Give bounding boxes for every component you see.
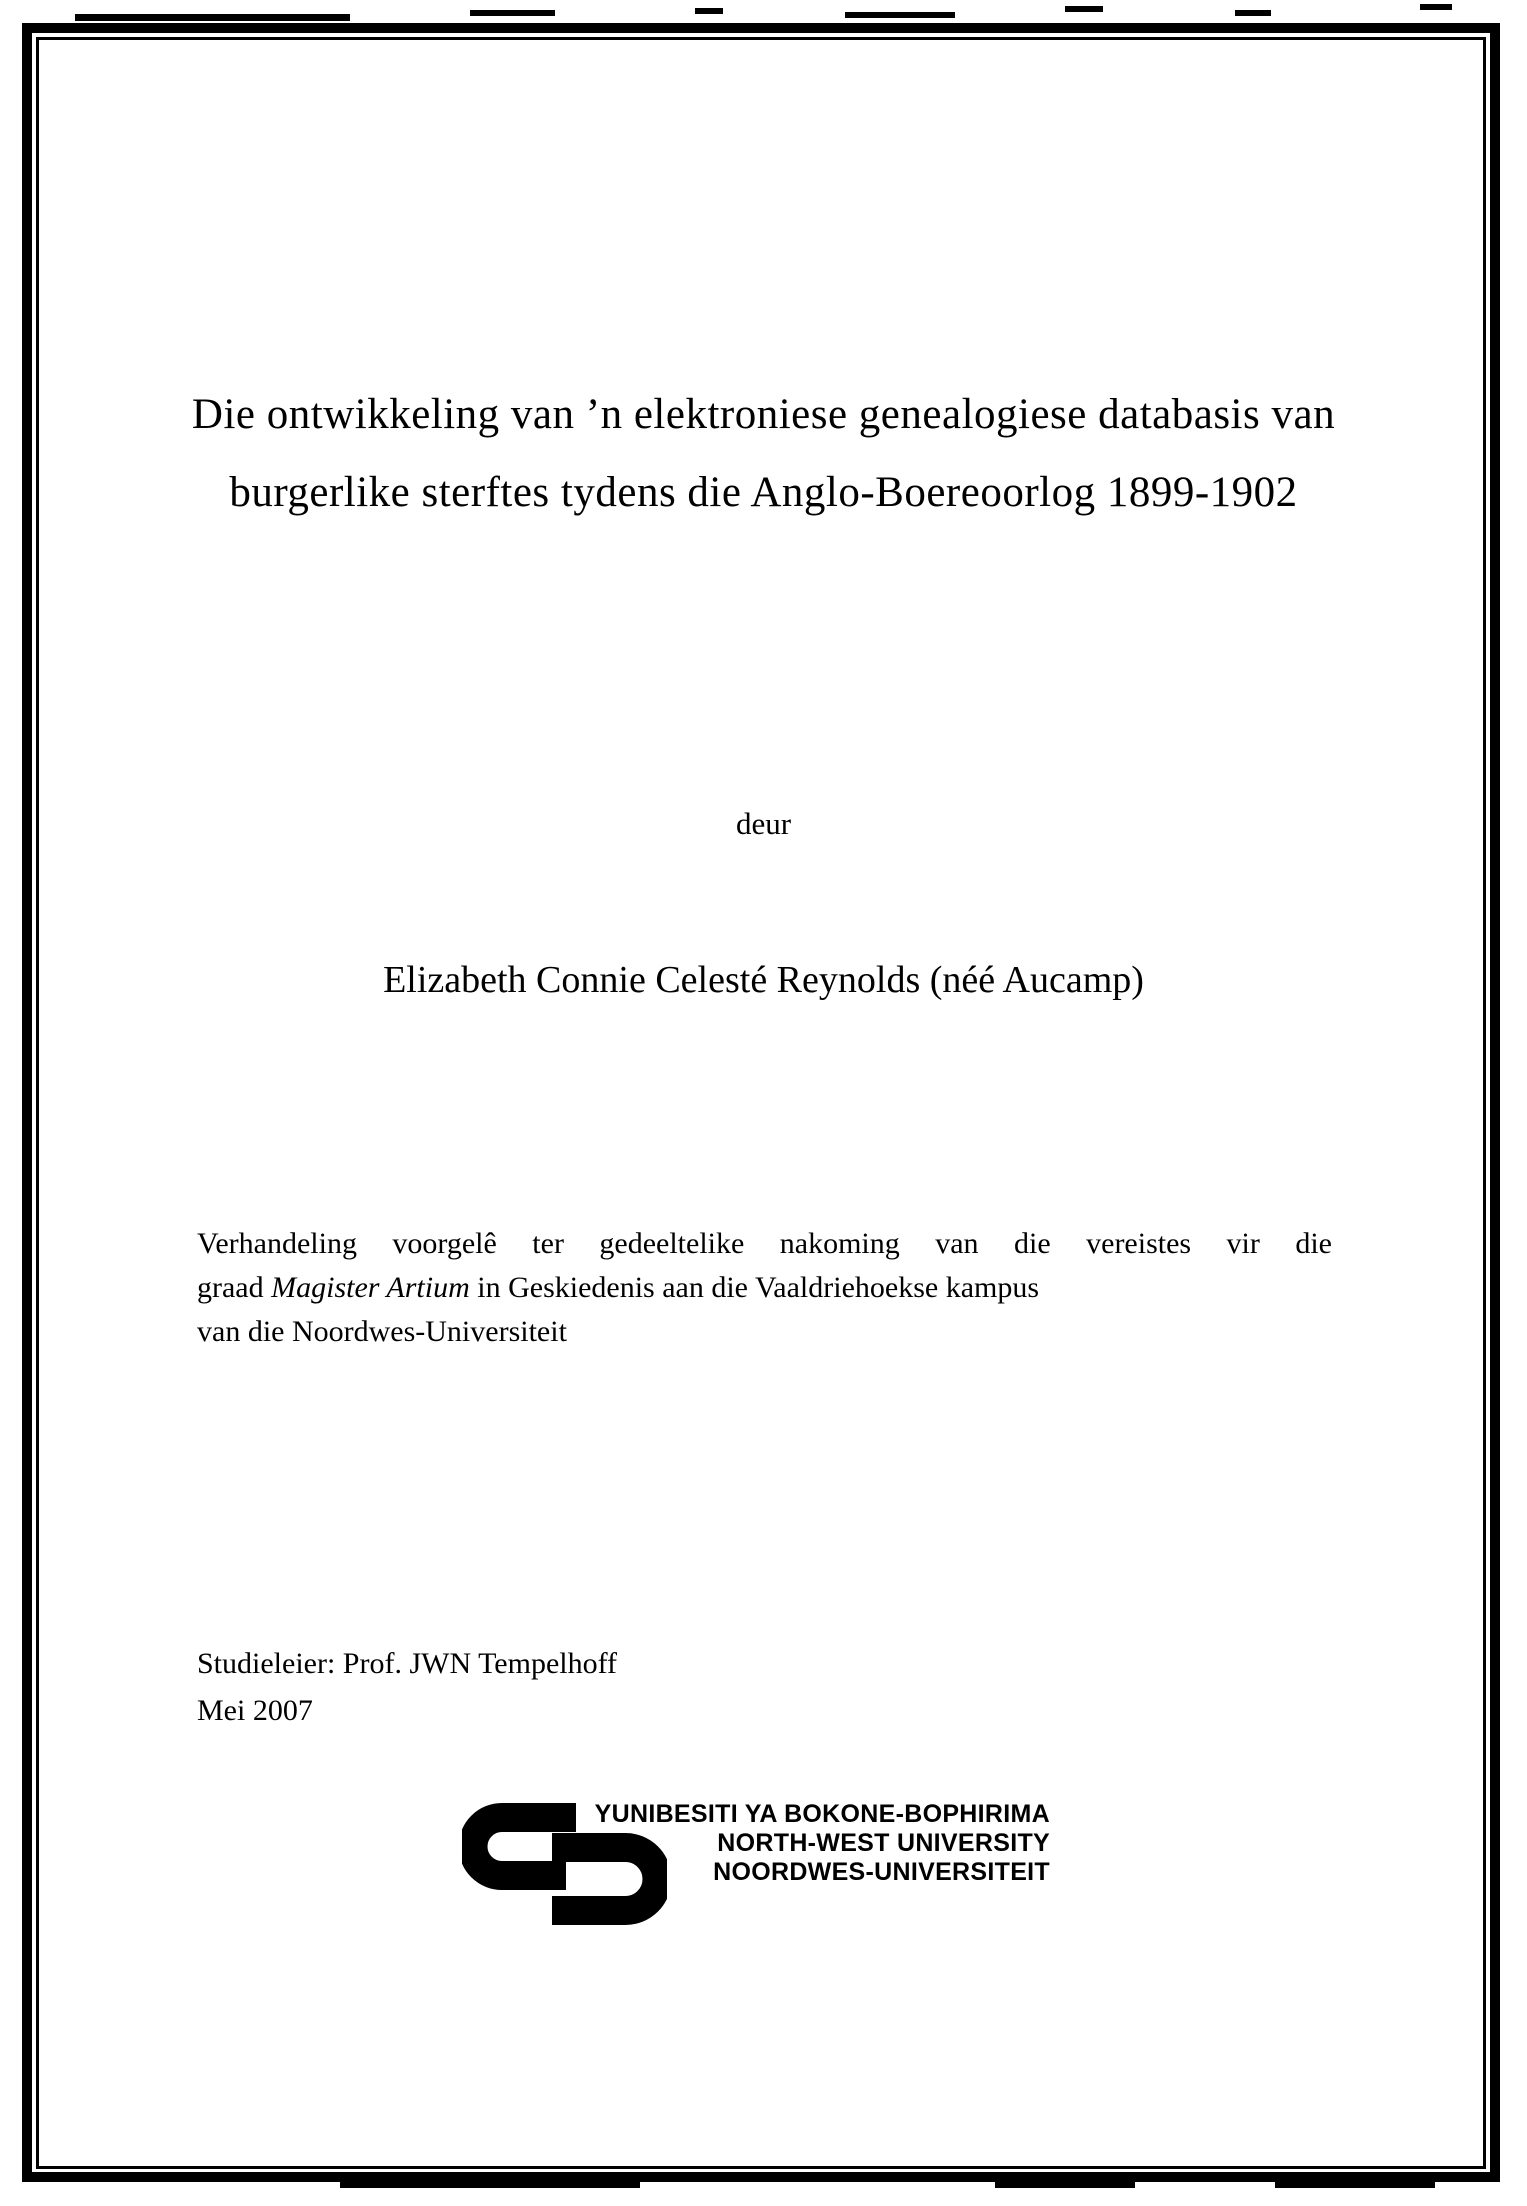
- scan-artifact: [1275, 2182, 1435, 2188]
- supervisor-block: [197, 1640, 617, 1734]
- scan-artifact: [995, 2182, 1135, 2188]
- statement-line-2: [197, 1266, 1332, 1310]
- university-logo-text: [580, 1800, 1050, 1887]
- page-title: [120, 376, 1407, 532]
- scan-artifact: [75, 14, 350, 21]
- scan-artifact: [340, 2182, 640, 2188]
- title-line-2: burgerlike sterftes tydens die Anglo-Boereoorlog 1899-1902: [229, 469, 1298, 516]
- statement-line-3: van die Noordwes-Universiteit: [197, 1315, 567, 1348]
- statement-line-2-pre: graad: [197, 1271, 272, 1304]
- scan-artifact: [695, 8, 723, 14]
- supervisor-line: Studieleier: Prof. JWN Tempelhoff: [197, 1647, 618, 1680]
- scan-artifact: [1420, 4, 1452, 10]
- scan-artifact: [470, 10, 555, 16]
- logo-line-setswana: YUNIBESITI YA BOKONE-BOPHIRIMA: [594, 1800, 1050, 1828]
- degree-name: Magister Artium: [271, 1271, 470, 1304]
- submission-statement: [197, 1222, 1332, 1354]
- scan-artifact: [1235, 10, 1271, 16]
- statement-line-2-post: in Geskiedenis aan die Vaaldriehoekse kampus: [469, 1271, 1040, 1304]
- logo-line-english: NORTH-WEST UNIVERSITY: [717, 1829, 1050, 1857]
- date-line: Mei 2007: [197, 1694, 313, 1727]
- logo-line-afrikaans: NOORDWES-UNIVERSITEIT: [713, 1858, 1050, 1886]
- title-line-1: Die ontwikkeling van ’n elektroniese genealogiese databasis van: [191, 391, 1336, 438]
- scan-artifact: [1065, 6, 1103, 12]
- author-name: Elizabeth Connie Celesté Reynolds (néé Aucamp): [383, 959, 1144, 1001]
- scan-artifact: [845, 12, 955, 18]
- statement-line-1: Verhandeling voorgelê ter gedeeltelike nakoming van die vereistes vir die: [197, 1227, 1332, 1260]
- byline: deur: [735, 806, 792, 841]
